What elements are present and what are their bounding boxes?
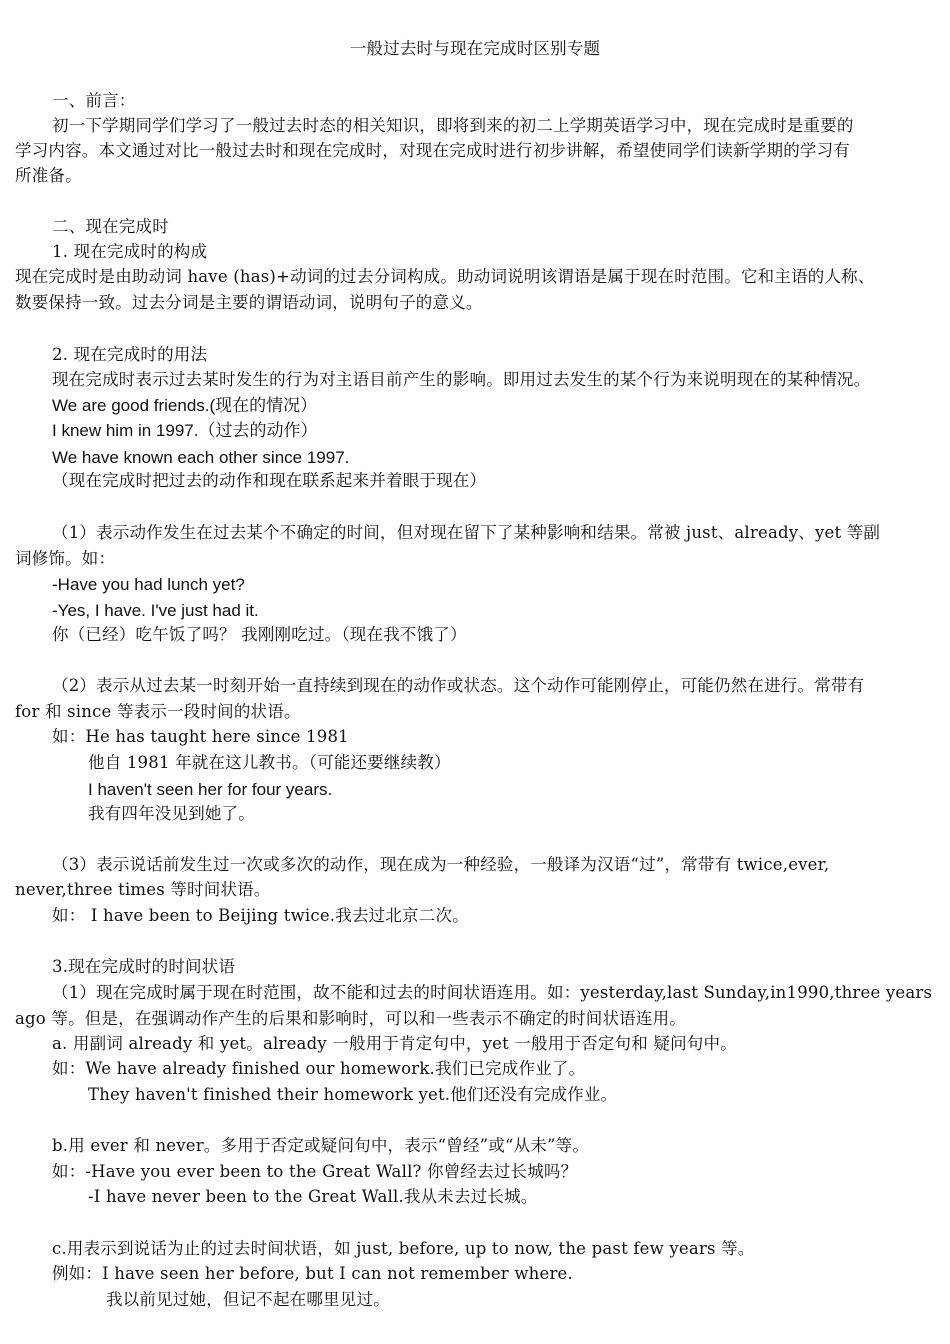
- example-line: -Have you had lunch yet?: [52, 575, 245, 594]
- paragraph-line: never,three times 等时间状语。: [15, 880, 271, 899]
- example-line: -I have never been to the Great Wall.我从未去过长城。: [88, 1187, 538, 1206]
- paragraph-line: （2）表示从过去某一时刻开始一直持续到现在的动作或状态。这个动作可能刚停止，可能仍然在进行。常带有: [52, 676, 865, 695]
- example-translation: 我以前见过她，但记不起在哪里见过。: [106, 1290, 390, 1309]
- example-line: 如：We have already finished our homework.我们已完成作业了。: [52, 1059, 586, 1078]
- example-line: I knew him in 1997.（过去的动作）: [52, 421, 318, 440]
- paragraph-line: 词修饰。如：: [15, 549, 116, 568]
- example-line: They haven't finished their homework yet.他们还没有完成作业。: [88, 1085, 618, 1104]
- paragraph-line: （1）表示动作发生在过去某个不确定的时间，但对现在留下了某种影响和结果。常被 just、already、yet 等副: [52, 523, 881, 542]
- paragraph-line: for 和 since 等表示一段时间的状语。: [15, 702, 301, 721]
- example-line: 如：-Have you ever been to the Great Wall? 你曾经去过长城吗？: [52, 1162, 578, 1181]
- paragraph-line: 所准备。: [15, 166, 82, 185]
- paragraph-line: （1）现在完成时属于现在时范围，故不能和过去的时间状语连用。如：yesterday,last Sunday,in1990,three years: [52, 983, 933, 1002]
- subsection-heading: 1. 现在完成时的构成: [52, 242, 208, 261]
- example-line: 例如：I have seen her before, but I can not remember where.: [52, 1264, 573, 1283]
- paragraph-line: 学习内容。本文通过对比一般过去时和现在完成时，对现在完成时进行初步讲解，希望使同学们读新学期的学习有: [15, 141, 850, 160]
- example-line: I haven't seen her for four years.: [88, 780, 333, 799]
- example-note: （现在完成时把过去的动作和现在联系起来并着眼于现在）: [52, 471, 487, 490]
- document-title: 一般过去时与现在完成时区别专题: [349, 39, 601, 58]
- paragraph-line: b.用 ever 和 never。多用于否定或疑问句中，表示“曾经”或“从未”等。: [52, 1136, 590, 1155]
- paragraph-line: a. 用副词 already 和 yet。already 一般用于肯定句中，yet 一般用于否定句和 疑问句中。: [52, 1034, 737, 1053]
- paragraph-line: 现在完成时是由助动词 have (has)+动词的过去分词构成。助动词说明该谓语是属于现在时范围。它和主语的人称、: [15, 267, 875, 286]
- example-line: 如：He has taught here since 1981: [52, 727, 349, 746]
- example-translation: 他自 1981 年就在这儿教书。（可能还要继续教）: [88, 753, 451, 772]
- paragraph-line: ago 等。但是，在强调动作产生的后果和影响时，可以和一些表示不确定的时间状语连用。: [15, 1009, 686, 1028]
- paragraph-line: （3）表示说话前发生过一次或多次的动作，现在成为一种经验，一般译为汉语“过”，常带有 twice,ever,: [52, 855, 830, 874]
- section-1-heading: 一、前言：: [52, 91, 136, 110]
- section-2-heading: 二、现在完成时: [52, 217, 169, 236]
- example-line: -Yes, I have. I've just had it.: [52, 601, 259, 620]
- example-line: We are good friends.(现在的情况）: [52, 396, 318, 415]
- paragraph-line: 现在完成时表示过去某时发生的行为对主语目前产生的影响。即用过去发生的某个行为来说明现在的某种情况。: [52, 370, 871, 389]
- example-line: 如： I have been to Beijing twice.我去过北京二次。: [52, 906, 469, 925]
- paragraph-line: 数要保持一致。过去分词是主要的谓语动词，说明句子的意义。: [15, 293, 483, 312]
- subsection-heading: 3.现在完成时的时间状语: [52, 957, 236, 976]
- example-translation: 我有四年没见到她了。: [88, 804, 255, 823]
- subsection-heading: 2. 现在完成时的用法: [52, 345, 208, 364]
- paragraph-line: 初一下学期同学们学习了一般过去时态的相关知识，即将到来的初二上学期英语学习中，现在完成时是重要的: [52, 116, 854, 135]
- paragraph-line: c.用表示到说话为止的过去时间状语，如 just, before, up to now, the past few years 等。: [52, 1239, 755, 1258]
- example-translation: 你（已经）吃午饭了吗？ 我刚刚吃过。（现在我不饿了）: [52, 625, 467, 644]
- example-line: We have known each other since 1997.: [52, 448, 350, 467]
